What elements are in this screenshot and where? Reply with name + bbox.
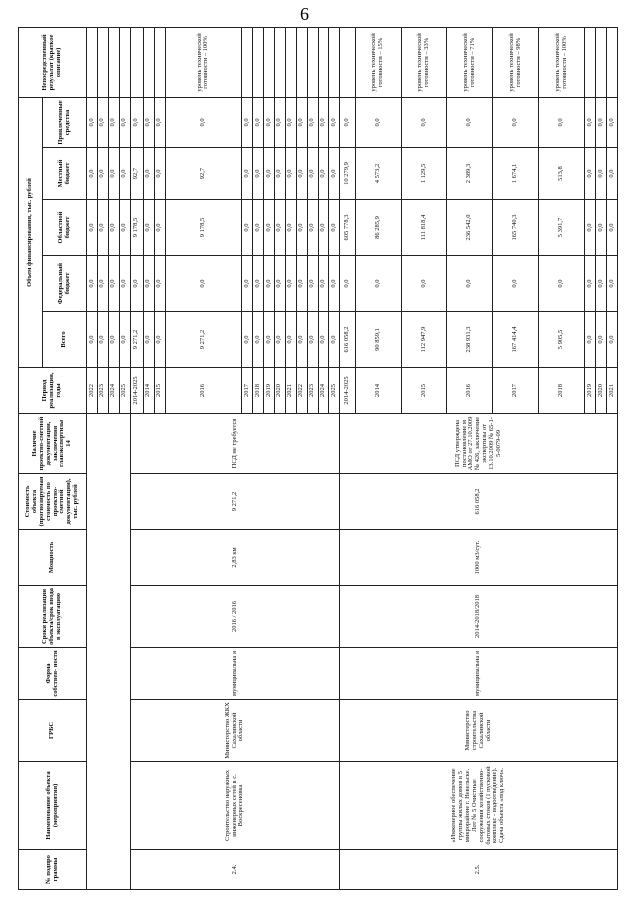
- row-period: 2016: [165, 368, 241, 414]
- cell-federal: 0,0: [307, 256, 318, 312]
- cell-federal: 0,0: [119, 256, 130, 312]
- cell-regional: 9 178,5: [130, 200, 143, 256]
- cell-attracted: 0,0: [595, 97, 606, 147]
- header-ownership: Форма собствен- ности: [19, 648, 87, 700]
- cell-regional: 5 391,7: [539, 200, 585, 256]
- funding-table: [18, 27, 618, 890]
- row-period: 2021: [285, 368, 296, 414]
- cell-federal: 0,0: [606, 256, 617, 312]
- row-period: 2025: [329, 368, 340, 414]
- cell-result: уровень технической готовности – 100%: [165, 27, 241, 97]
- row-period: 2024: [318, 368, 329, 414]
- cell-local: 10 279,9: [340, 148, 355, 200]
- cell-local: 0,0: [242, 148, 253, 200]
- cell-local: 0,0: [595, 148, 606, 200]
- cell-total: 90 859,1: [355, 312, 401, 368]
- cell-federal: 0,0: [447, 256, 493, 312]
- cell-federal: 0,0: [340, 256, 355, 312]
- header-total: Всего: [43, 312, 87, 368]
- cell-attracted: 0,0: [130, 97, 143, 147]
- cell-result: уровень технической готовности – 100%: [539, 27, 585, 97]
- cell-local: 0,0: [97, 148, 108, 200]
- cell-result: уровень технической готовности – 71%: [447, 27, 493, 97]
- obj-deadlines: 2016 / 2016: [130, 586, 340, 648]
- cell-local: 0,0: [296, 148, 307, 200]
- table-row: [130, 27, 143, 889]
- cell-local: 0,0: [318, 148, 329, 200]
- cell-result: [296, 27, 307, 97]
- cell-regional: 0,0: [329, 200, 340, 256]
- cell-attracted: 0,0: [340, 97, 355, 147]
- cell-result: [585, 27, 596, 97]
- row-period: 2020: [274, 368, 285, 414]
- obj-psd: ПСД не требуется: [130, 414, 340, 474]
- cell-result: [285, 27, 296, 97]
- cell-regional: 0,0: [274, 200, 285, 256]
- cell-local: 0,0: [108, 148, 119, 200]
- cell-total: 0,0: [253, 312, 264, 368]
- cell-regional: 0,0: [606, 200, 617, 256]
- cell-result: уровень технической готовности – 15%: [355, 27, 401, 97]
- cell-local: 0,0: [307, 148, 318, 200]
- cell-regional: 86 285,9: [355, 200, 401, 256]
- cell-total: 167 414,4: [493, 312, 539, 368]
- cell-regional: 0,0: [285, 200, 296, 256]
- cell-result: [119, 27, 130, 97]
- cell-regional: 605 778,3: [340, 200, 355, 256]
- cell-local: 0,0: [154, 148, 165, 200]
- row-period: 2022: [87, 368, 98, 414]
- cell-federal: 0,0: [263, 256, 274, 312]
- row-period: 2014-2025: [130, 368, 143, 414]
- cell-attracted: 0,0: [447, 97, 493, 147]
- cell-regional: 0,0: [585, 200, 596, 256]
- cell-result: [130, 27, 143, 97]
- cell-regional: 0,0: [595, 200, 606, 256]
- cell-local: 513,8: [539, 148, 585, 200]
- cell-total: 0,0: [242, 312, 253, 368]
- row-period: 2015: [401, 368, 447, 414]
- cell-federal: 0,0: [401, 256, 447, 312]
- page-number: 6: [300, 4, 309, 24]
- cell-result: [97, 27, 108, 97]
- cell-federal: 0,0: [355, 256, 401, 312]
- cell-attracted: 0,0: [585, 97, 596, 147]
- cell-attracted: 0,0: [108, 97, 119, 147]
- cell-attracted: 0,0: [165, 97, 241, 147]
- cell-federal: 0,0: [296, 256, 307, 312]
- cell-result: [108, 27, 119, 97]
- cell-local: 0,0: [253, 148, 264, 200]
- cell-federal: 0,0: [242, 256, 253, 312]
- cell-result: [253, 27, 264, 97]
- cell-regional: 0,0: [242, 200, 253, 256]
- row-period: 2014: [143, 368, 154, 414]
- cell-result: [87, 27, 98, 97]
- row-period: 2020: [595, 368, 606, 414]
- cell-total: 616 058,2: [340, 312, 355, 368]
- cell-total: 5 905,5: [539, 312, 585, 368]
- cell-result: [340, 27, 355, 97]
- cell-total: 238 931,3: [447, 312, 493, 368]
- row-period: 2017: [493, 368, 539, 414]
- obj-number: 2.5.: [340, 850, 618, 890]
- cell-attracted: 0,0: [355, 97, 401, 147]
- cell-total: 0,0: [263, 312, 274, 368]
- obj-ownership: муниципальна я: [340, 648, 618, 700]
- cell-attracted: 0,0: [307, 97, 318, 147]
- cell-federal: 0,0: [143, 256, 154, 312]
- cell-federal: 0,0: [130, 256, 143, 312]
- header-federal: Федеральный бюджет: [43, 256, 87, 312]
- cell-attracted: 0,0: [329, 97, 340, 147]
- obj-name: Строительство наружных инженерных сетей в с. Воскресеновка: [130, 762, 340, 850]
- cell-regional: 0,0: [119, 200, 130, 256]
- cell-federal: 0,0: [97, 256, 108, 312]
- header-regional: Областной бюджет: [43, 200, 87, 256]
- cell-total: 0,0: [285, 312, 296, 368]
- cell-total: 0,0: [307, 312, 318, 368]
- cell-result: [154, 27, 165, 97]
- cell-attracted: 0,0: [154, 97, 165, 147]
- row-period: 2025: [119, 368, 130, 414]
- empty-cell: [87, 414, 131, 890]
- cell-total: 0,0: [87, 312, 98, 368]
- cell-total: 0,0: [154, 312, 165, 368]
- table-row: [87, 27, 98, 889]
- header-cost: Стоимость объекта (прогнозируемая стоимость по проектно-сметной документации), тыс. рублей: [19, 474, 87, 530]
- obj-cost: 9 271,2: [130, 474, 340, 530]
- cell-regional: 0,0: [253, 200, 264, 256]
- header-funding: Объем финансирования, тыс. рублей: [19, 97, 43, 367]
- obj-ownership: муниципальна я: [130, 648, 340, 700]
- cell-result: уровень технической готовности – 33%: [401, 27, 447, 97]
- rotated-table-container: [18, 28, 618, 890]
- row-period: 2014: [355, 368, 401, 414]
- cell-attracted: 0,0: [253, 97, 264, 147]
- table-body: [87, 27, 618, 889]
- cell-federal: 0,0: [539, 256, 585, 312]
- cell-result: [242, 27, 253, 97]
- cell-total: 0,0: [119, 312, 130, 368]
- cell-result: [318, 27, 329, 97]
- cell-local: 4 573,2: [355, 148, 401, 200]
- obj-deadlines: 2014-2018/2018: [340, 586, 618, 648]
- row-period: 2015: [154, 368, 165, 414]
- table-row: [340, 27, 355, 889]
- cell-total: 0,0: [318, 312, 329, 368]
- cell-attracted: 0,0: [274, 97, 285, 147]
- cell-regional: 0,0: [307, 200, 318, 256]
- cell-federal: 0,0: [154, 256, 165, 312]
- cell-attracted: 0,0: [285, 97, 296, 147]
- cell-local: 0,0: [329, 148, 340, 200]
- cell-regional: 0,0: [154, 200, 165, 256]
- row-period: 2019: [263, 368, 274, 414]
- cell-total: 0,0: [595, 312, 606, 368]
- cell-attracted: 0,0: [606, 97, 617, 147]
- header-psd: Наличие проектно-сметной документации, заключения главэкспертизы 14: [19, 414, 87, 474]
- row-period: 2018: [253, 368, 264, 414]
- obj-name: «Инженерное обеспечение группы жилых домов в 5 микрорайоне г. Невельске. Лот № 5 Очистные сооружения хозяйственно-бытовых стоков (1 пусковой комплекс - водоотведение). Сдача объекта «под ключ».: [340, 762, 618, 850]
- cell-federal: 0,0: [493, 256, 539, 312]
- obj-capacity: 2,83 км: [130, 530, 340, 586]
- cell-federal: 0,0: [108, 256, 119, 312]
- cell-attracted: 0,0: [119, 97, 130, 147]
- cell-total: 0,0: [97, 312, 108, 368]
- cell-result: [329, 27, 340, 97]
- cell-local: 0,0: [285, 148, 296, 200]
- cell-attracted: 0,0: [263, 97, 274, 147]
- row-period: 2016: [447, 368, 493, 414]
- cell-regional: 236 542,0: [447, 200, 493, 256]
- cell-result: [307, 27, 318, 97]
- header-name: Наименование объекта (мероприятия): [19, 762, 87, 850]
- obj-psd: ПСД утверждена постановление м АМО от 27.10.2009 № 426, заключение экспертизы от 13.10.2009 № 65-1-5-0079-09: [340, 414, 618, 474]
- cell-federal: 0,0: [87, 256, 98, 312]
- row-period: 2023: [307, 368, 318, 414]
- cell-federal: 0,0: [595, 256, 606, 312]
- cell-total: 0,0: [585, 312, 596, 368]
- cell-local: 1 129,5: [401, 148, 447, 200]
- cell-federal: 0,0: [274, 256, 285, 312]
- cell-regional: 0,0: [263, 200, 274, 256]
- header-local: Местный бюджет: [43, 148, 87, 200]
- cell-attracted: 0,0: [242, 97, 253, 147]
- cell-total: 9 271,2: [130, 312, 143, 368]
- cell-regional: 9 178,5: [165, 200, 241, 256]
- header-capacity: Мощность: [19, 530, 87, 586]
- cell-regional: 0,0: [143, 200, 154, 256]
- obj-number: 2.4.: [130, 850, 340, 890]
- cell-local: 92,7: [130, 148, 143, 200]
- cell-regional: 0,0: [318, 200, 329, 256]
- header-result: Непосредственный результат (краткое описание): [19, 27, 87, 97]
- row-period: 2017: [242, 368, 253, 414]
- cell-result: [595, 27, 606, 97]
- cell-total: 0,0: [606, 312, 617, 368]
- cell-local: 0,0: [585, 148, 596, 200]
- cell-attracted: 0,0: [539, 97, 585, 147]
- cell-attracted: 0,0: [318, 97, 329, 147]
- cell-regional: 0,0: [108, 200, 119, 256]
- cell-total: 0,0: [274, 312, 285, 368]
- cell-total: 0,0: [108, 312, 119, 368]
- cell-local: 0,0: [119, 148, 130, 200]
- row-period: 2019: [585, 368, 596, 414]
- cell-local: 0,0: [606, 148, 617, 200]
- obj-grbs: Министерство ЖКХ Сахалинской области: [130, 700, 340, 762]
- row-period: 2024: [108, 368, 119, 414]
- cell-result: [606, 27, 617, 97]
- cell-regional: 165 740,3: [493, 200, 539, 256]
- cell-federal: 0,0: [329, 256, 340, 312]
- row-period: 2023: [97, 368, 108, 414]
- cell-federal: 0,0: [585, 256, 596, 312]
- cell-regional: 0,0: [87, 200, 98, 256]
- cell-local: 2 389,3: [447, 148, 493, 200]
- cell-attracted: 0,0: [143, 97, 154, 147]
- header-deadlines: Сроки реализации объекта/срок ввода в эксплуатацию: [19, 586, 87, 648]
- cell-total: 112 947,9: [401, 312, 447, 368]
- cell-federal: 0,0: [253, 256, 264, 312]
- cell-attracted: 0,0: [401, 97, 447, 147]
- cell-local: 0,0: [143, 148, 154, 200]
- obj-capacity: 1000 м3/сут.: [340, 530, 618, 586]
- header-period: Период реализации, годы: [19, 368, 87, 414]
- cell-federal: 0,0: [165, 256, 241, 312]
- cell-local: 0,0: [263, 148, 274, 200]
- cell-local: 0,0: [87, 148, 98, 200]
- cell-regional: 0,0: [97, 200, 108, 256]
- header-grbs: ГРБС: [19, 700, 87, 762]
- cell-local: 0,0: [274, 148, 285, 200]
- cell-federal: 0,0: [285, 256, 296, 312]
- obj-cost: 616 058,2: [340, 474, 618, 530]
- cell-result: [143, 27, 154, 97]
- cell-total: 0,0: [329, 312, 340, 368]
- header-num: № подпро граммы: [19, 850, 87, 890]
- cell-result: уровень технической готовности – 98%: [493, 27, 539, 97]
- cell-local: 1 674,1: [493, 148, 539, 200]
- cell-total: 9 271,2: [165, 312, 241, 368]
- header-attracted: Привлеченные средства: [43, 97, 87, 147]
- cell-attracted: 0,0: [87, 97, 98, 147]
- cell-result: [263, 27, 274, 97]
- row-period: 2014-2025: [340, 368, 355, 414]
- cell-total: 0,0: [296, 312, 307, 368]
- cell-attracted: 0,0: [296, 97, 307, 147]
- obj-grbs: Министерство строительства Сахалинской области: [340, 700, 618, 762]
- row-period: 2018: [539, 368, 585, 414]
- cell-result: [274, 27, 285, 97]
- cell-attracted: 0,0: [97, 97, 108, 147]
- cell-regional: 111 818,4: [401, 200, 447, 256]
- cell-total: 0,0: [143, 312, 154, 368]
- cell-local: 92,7: [165, 148, 241, 200]
- row-period: 2022: [296, 368, 307, 414]
- cell-federal: 0,0: [318, 256, 329, 312]
- cell-regional: 0,0: [296, 200, 307, 256]
- row-period: 2021: [606, 368, 617, 414]
- cell-attracted: 0,0: [493, 97, 539, 147]
